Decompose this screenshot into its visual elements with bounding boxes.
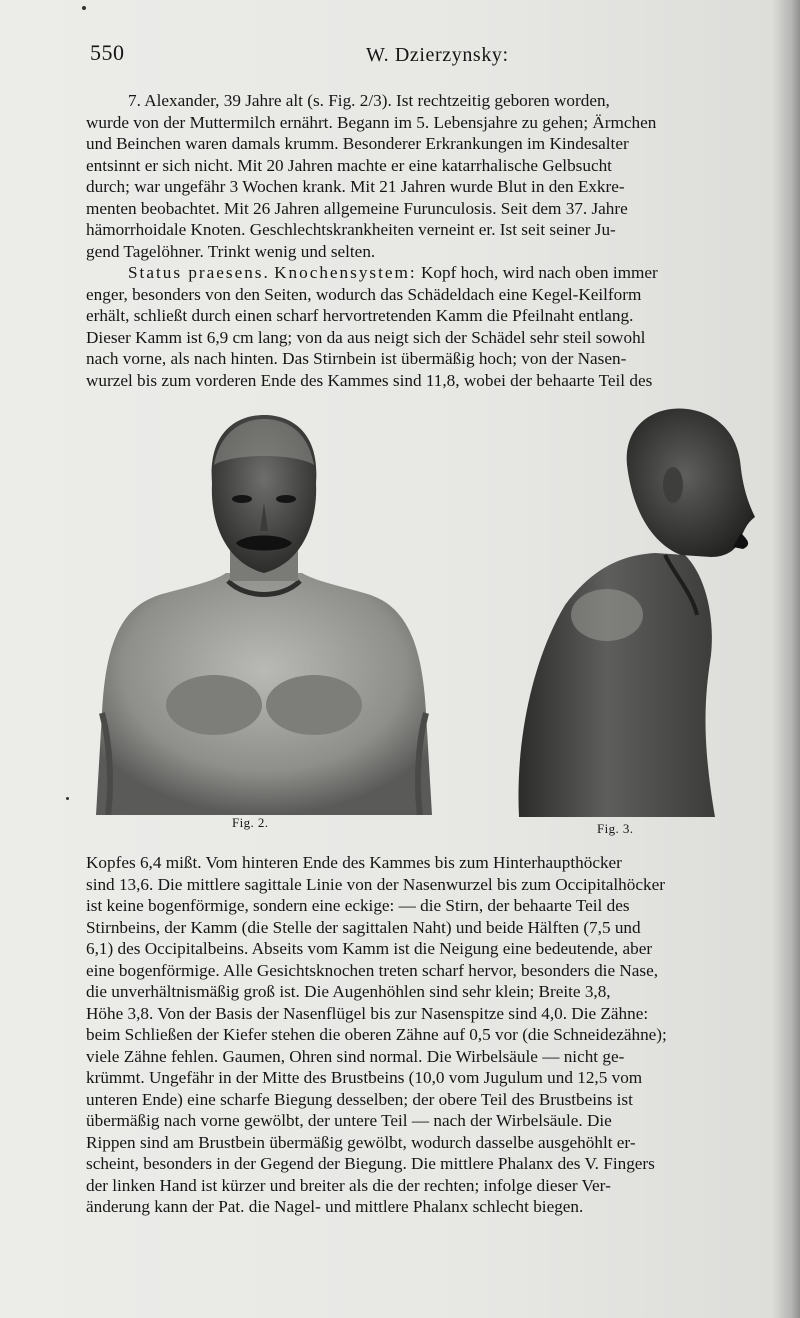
text-line: krümmt. Ungefähr in der Mitte des Brustbeins (10,0 vom Jugulum und 12,5 vom xyxy=(86,1068,643,1087)
text-line: gend Tagelöhner. Trinkt wenig und selten. xyxy=(86,241,376,261)
text-line: viele Zähne fehlen. Gaumen, Ohren sind normal. Die Wirbelsäule — nicht ge- xyxy=(86,1046,625,1066)
status-description-text xyxy=(86,852,766,1218)
page-header xyxy=(90,40,510,70)
text-line: scheint, besonders in der Gegend der Biegung. Die mittlere Phalanx des V. Fingers xyxy=(86,1154,655,1173)
figure-2-frontal-photo xyxy=(96,413,432,815)
text-line: Stirnbeins, der Kamm (die Stelle der sagittalen Naht) und beide Hälften (7,5 und xyxy=(86,917,641,937)
text-line: ist keine bogenförmige, sondern eine eckige: — die Stirn, der behaarte Teil des xyxy=(86,896,630,915)
figure-3-caption: Fig. 3. xyxy=(597,821,634,836)
text-line: menten beobachtet. Mit 26 Jahren allgemeine Furunculosis. Seit dem 37. Jahre xyxy=(86,198,628,218)
text-line: nach vorne, als nach hinten. Das Stirnbein ist übermäßig hoch; von der Nasen- xyxy=(86,349,627,368)
text-line: übermäßig nach vorne gewölbt, der untere Teil — nach der Wirbelsäule. Die xyxy=(86,1111,612,1130)
frontal-portrait-image xyxy=(96,413,432,815)
status-praesens-heading: Status praesens. xyxy=(128,263,270,282)
text-line: erhält, schließt durch einen scharf hervortretenden Kamm die Pfeilnaht entlang. xyxy=(86,306,634,325)
text-line: wurde von der Muttermilch ernährt. Begann im 5. Lebensjahre zu gehen; Ärmchen xyxy=(86,112,657,132)
text-span: Kopf hoch, wird nach oben immer xyxy=(416,263,658,282)
text-line: eine bogenförmige. Alle Gesichtsknochen treten scharf hervor, besonders die Nase, xyxy=(86,960,659,980)
text-line: sind 13,6. Die mittlere sagittale Linie von der Nasenwurzel bis zum Occipitalhöcker xyxy=(86,874,665,894)
text-line: Höhe 3,8. Von der Basis der Nasenflügel bis zur Nasenspitze sind 4,0. Die Zähne: xyxy=(86,1003,649,1023)
running-head: W. Dzierzynsky: xyxy=(366,44,509,66)
knochensystem-heading: Knochensystem: xyxy=(274,263,417,282)
text-line: hämorrhoidale Knoten. Geschlechtskrankheiten verneint er. Ist seit seiner Ju- xyxy=(86,220,616,239)
figure-2-caption: Fig. 2. xyxy=(232,815,269,830)
text-line: durch; war ungefähr 3 Wochen krank. Mit 21 Jahren wurde Blut in den Exkre- xyxy=(86,177,625,196)
status-first-line xyxy=(86,262,766,284)
profile-portrait-image xyxy=(515,405,765,817)
text-line: und Beinchen waren damals krumm. Besonderer Erkrankungen im Kindesalter xyxy=(86,134,629,153)
text-line: entsinnt er sich nicht. Mit 20 Jahren machte er eine katarrhalische Gelbsucht xyxy=(86,155,612,175)
figures-area xyxy=(0,405,800,845)
text-line: änderung kann der Pat. die Nagel- und mittlere Phalanx schlecht biegen. xyxy=(86,1197,584,1216)
text-line: Dieser Kamm ist 6,9 cm lang; von da aus neigt sich der Schädel sehr steil sowohl xyxy=(86,327,646,347)
text-line: die unverhältnismäßig groß ist. Die Augenhöhlen sind sehr klein; Breite 3,8, xyxy=(86,982,611,1001)
text-line: 7. Alexander, 39 Jahre alt (s. Fig. 2/3). Ist rechtzeitig geboren worden, xyxy=(128,91,610,110)
text-line: Kopfes 6,4 mißt. Vom hinteren Ende des Kammes bis zum Hinterhaupthöcker xyxy=(86,853,622,872)
text-line: der linken Hand ist kürzer und breiter als die der rechten; infolge dieser Ver- xyxy=(86,1175,611,1195)
text-line: unteren Ende) eine scharfe Biegung desselben; der obere Teil des Brustbeins ist xyxy=(86,1089,633,1109)
speck xyxy=(82,6,86,10)
text-line: enger, besonders von den Seiten, wodurch das Schädeldach eine Kegel-Keilform xyxy=(86,284,642,304)
figure-3-profile-photo xyxy=(515,405,765,817)
text-line: Rippen sind am Brustbein übermäßig gewölbt, wodurch dasselbe ausgehöhlt er- xyxy=(86,1132,636,1152)
page-number: 550 xyxy=(90,40,125,65)
text-line: 6,1) des Occipitalbeins. Abseits vom Kamm ist die Neigung eine bedeutende, aber xyxy=(86,939,653,958)
text-line: wurzel bis zum vorderen Ende des Kammes sind 11,8, wobei der behaarte Teil des xyxy=(86,370,653,390)
case-history-text xyxy=(86,90,766,391)
text-line: beim Schließen der Kiefer stehen die oberen Zähne auf 0,5 vor (die Schneidezähne); xyxy=(86,1025,667,1044)
